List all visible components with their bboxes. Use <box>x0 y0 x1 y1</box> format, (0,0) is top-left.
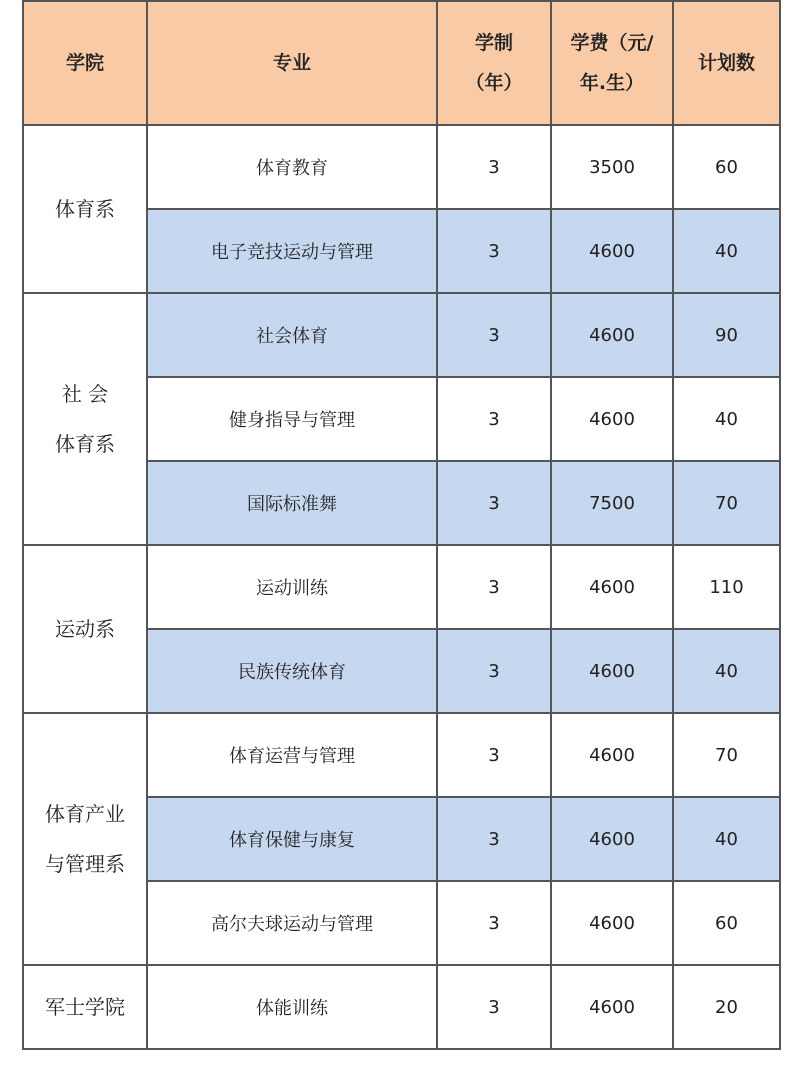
college-name: 运动系 <box>55 617 115 641</box>
college-name-line2: 体育系 <box>55 432 115 456</box>
fee-cell: 4600 <box>551 797 673 881</box>
fee-cell: 3500 <box>551 125 673 209</box>
years-cell: 3 <box>437 881 551 965</box>
college-name: 体育系 <box>55 197 115 221</box>
fee-cell: 4600 <box>551 545 673 629</box>
header-major: 专业 <box>147 1 437 125</box>
years-cell: 3 <box>437 629 551 713</box>
fee-cell: 4600 <box>551 293 673 377</box>
fee-cell: 4600 <box>551 881 673 965</box>
college-cell <box>23 293 147 545</box>
fee-cell: 4600 <box>551 965 673 1049</box>
plan-cell: 60 <box>673 125 780 209</box>
header-duration-line1: 学制 <box>474 32 513 54</box>
years-cell: 3 <box>437 293 551 377</box>
table-row <box>23 125 780 209</box>
enrollment-plan-table <box>22 0 781 1050</box>
major-cell: 体育运营与管理 <box>147 713 437 797</box>
plan-cell: 40 <box>673 209 780 293</box>
plan-cell: 110 <box>673 545 780 629</box>
years-cell: 3 <box>437 209 551 293</box>
plan-cell: 40 <box>673 797 780 881</box>
major-cell: 体育教育 <box>147 125 437 209</box>
college-name-line1: 体育产业 <box>45 802 125 826</box>
college-name-line1: 社 会 <box>61 382 109 406</box>
college-name-line2: 与管理系 <box>45 852 125 876</box>
years-cell: 3 <box>437 965 551 1049</box>
college-cell <box>23 965 147 1049</box>
years-cell: 3 <box>437 125 551 209</box>
plan-cell: 70 <box>673 713 780 797</box>
years-cell: 3 <box>437 545 551 629</box>
major-cell: 运动训练 <box>147 545 437 629</box>
table-row <box>23 545 780 629</box>
table-row <box>23 965 780 1049</box>
major-cell: 电子竞技运动与管理 <box>147 209 437 293</box>
plan-cell: 90 <box>673 293 780 377</box>
fee-cell: 4600 <box>551 629 673 713</box>
major-cell: 体能训练 <box>147 965 437 1049</box>
fee-cell: 7500 <box>551 461 673 545</box>
header-plan: 计划数 <box>673 1 780 125</box>
fee-cell: 4600 <box>551 713 673 797</box>
header-fee-line1: 学费（元/ <box>570 32 654 54</box>
major-cell: 高尔夫球运动与管理 <box>147 881 437 965</box>
table-row <box>23 713 780 797</box>
years-cell: 3 <box>437 461 551 545</box>
header-fee <box>551 1 673 125</box>
plan-cell: 40 <box>673 629 780 713</box>
header-row <box>23 1 780 125</box>
plan-cell: 60 <box>673 881 780 965</box>
plan-cell: 20 <box>673 965 780 1049</box>
header-college: 学院 <box>23 1 147 125</box>
fee-cell: 4600 <box>551 209 673 293</box>
years-cell: 3 <box>437 377 551 461</box>
major-cell: 体育保健与康复 <box>147 797 437 881</box>
college-cell <box>23 545 147 713</box>
college-cell <box>23 125 147 293</box>
major-cell: 民族传统体育 <box>147 629 437 713</box>
header-duration <box>437 1 551 125</box>
years-cell: 3 <box>437 713 551 797</box>
years-cell: 3 <box>437 797 551 881</box>
major-cell: 社会体育 <box>147 293 437 377</box>
plan-cell: 70 <box>673 461 780 545</box>
major-cell: 健身指导与管理 <box>147 377 437 461</box>
fee-cell: 4600 <box>551 377 673 461</box>
header-duration-line2: （年） <box>465 72 523 94</box>
college-name: 军士学院 <box>45 995 125 1019</box>
college-cell <box>23 713 147 965</box>
table-row <box>23 293 780 377</box>
major-cell: 国际标准舞 <box>147 461 437 545</box>
header-fee-line2: 年.生） <box>579 72 645 94</box>
plan-cell: 40 <box>673 377 780 461</box>
